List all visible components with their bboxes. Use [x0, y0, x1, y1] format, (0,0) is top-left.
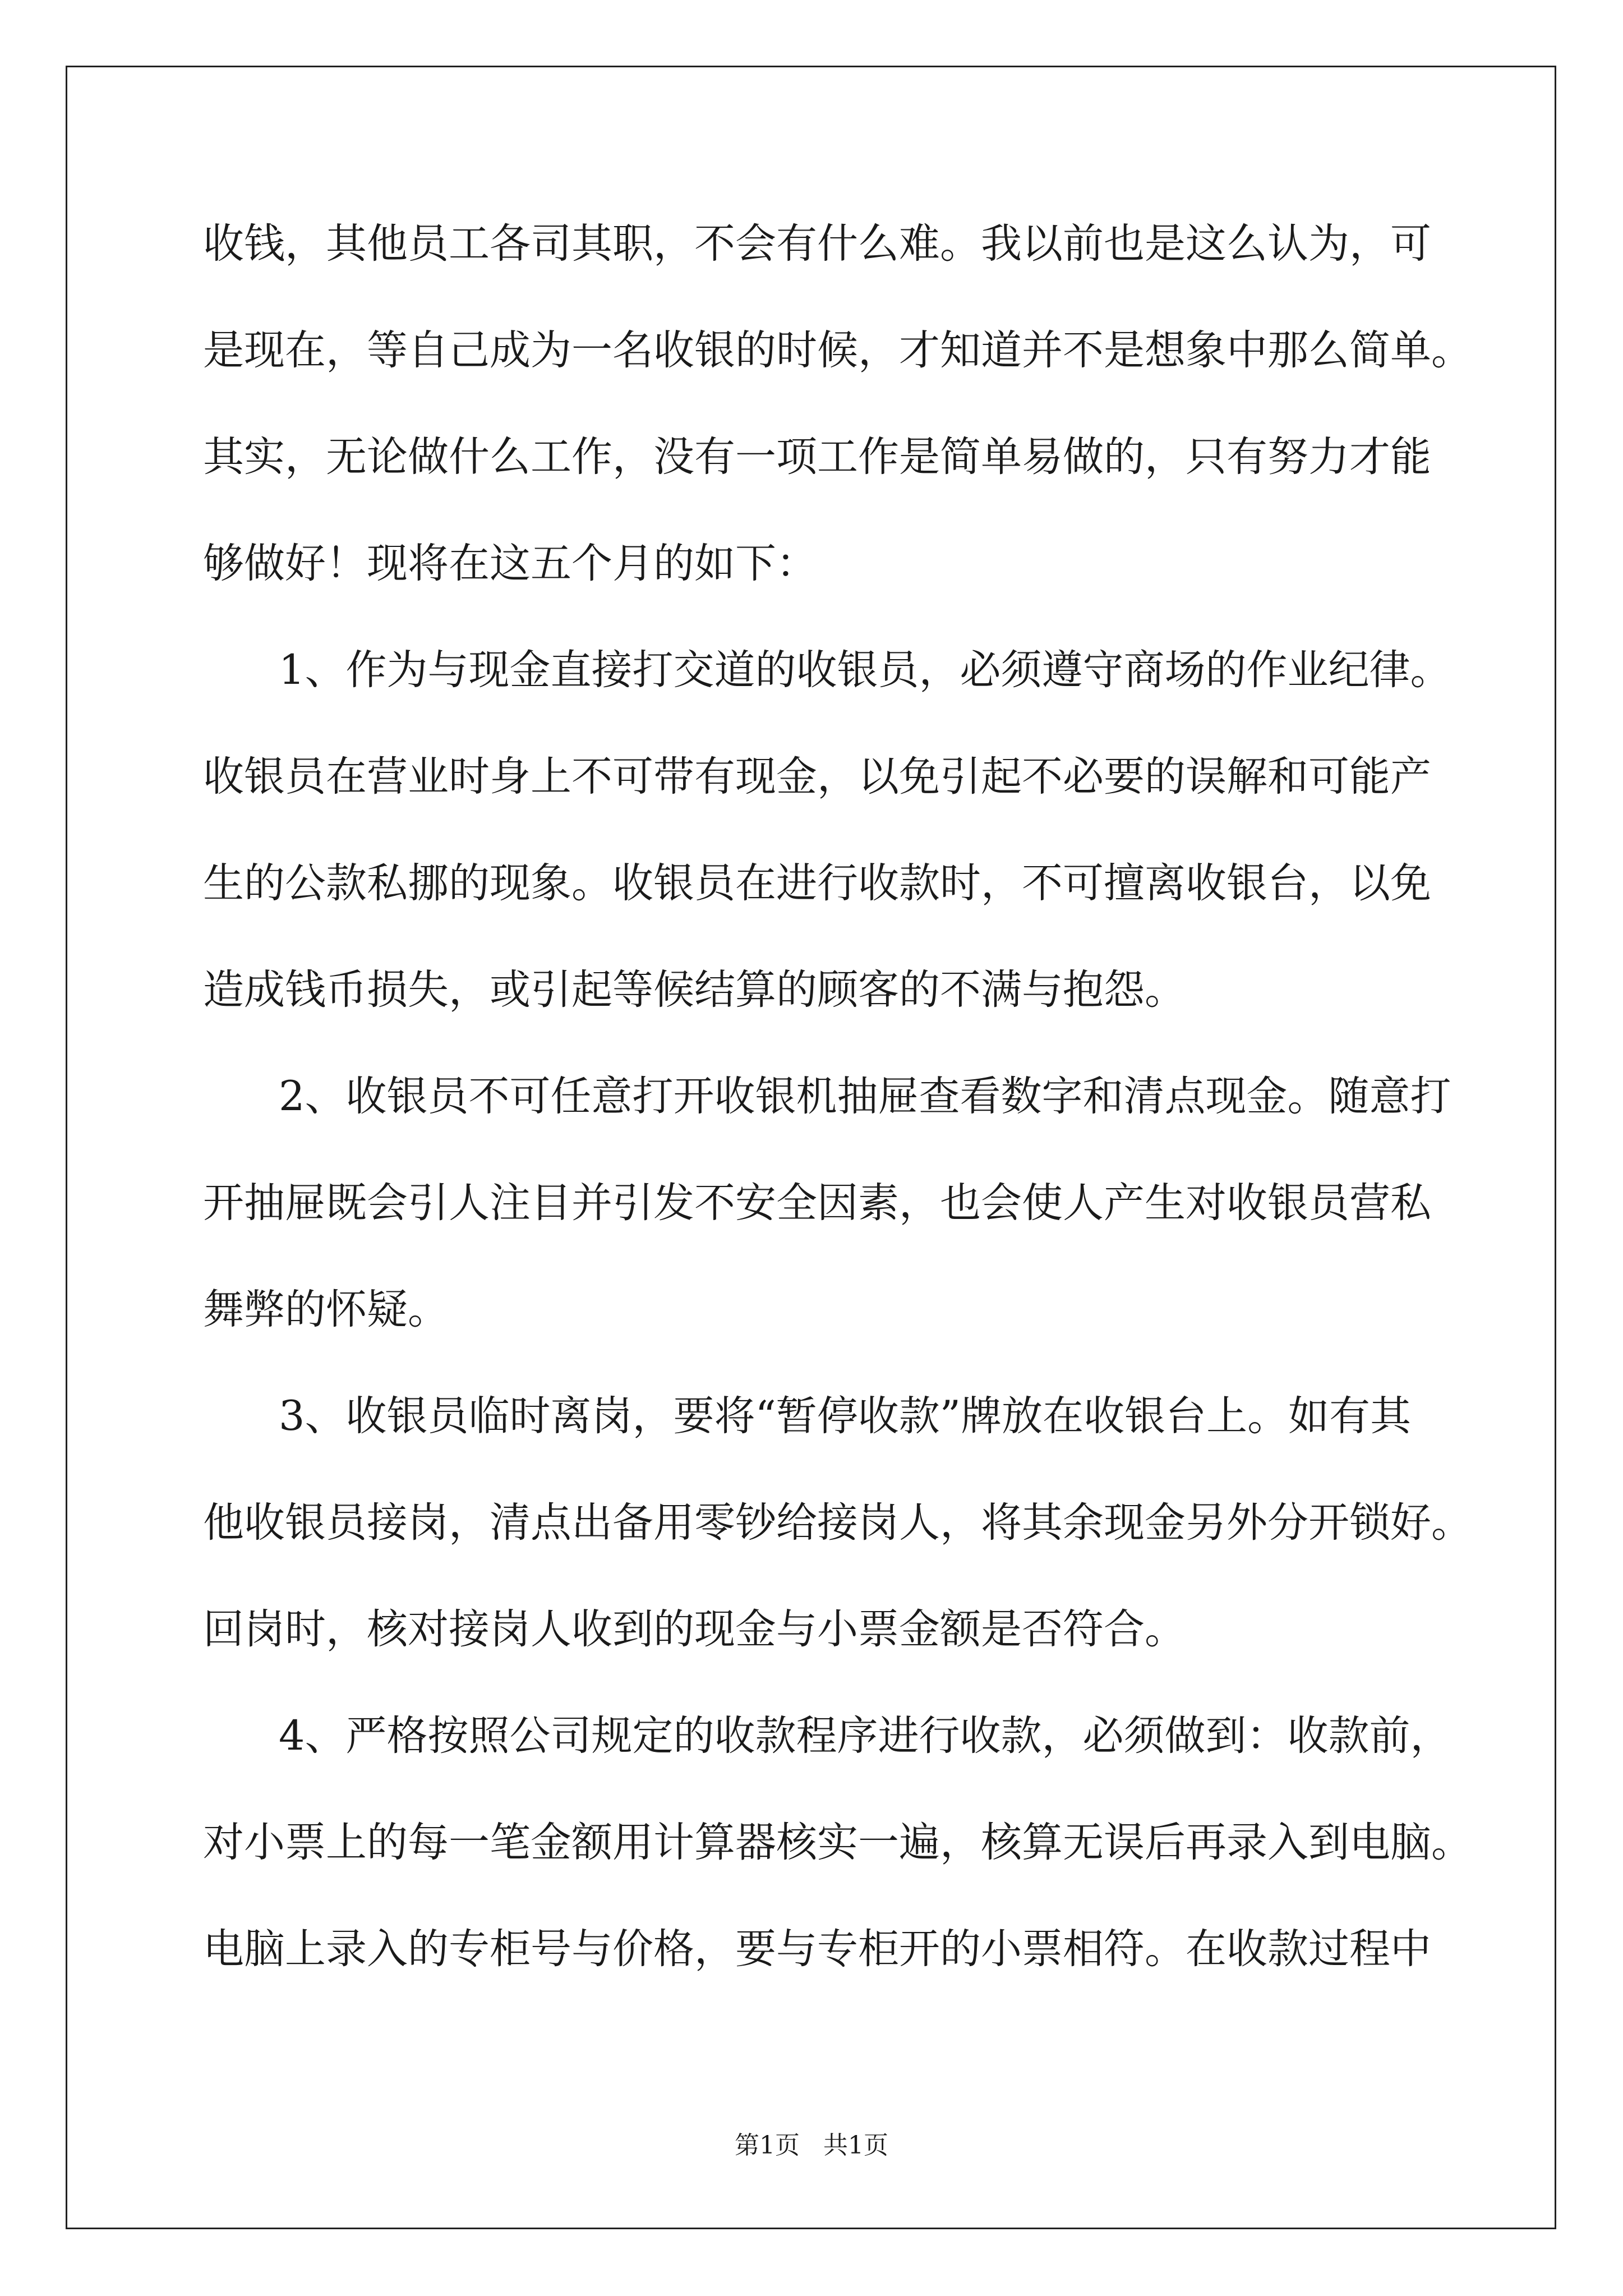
text-line-13: 他收银员接岗，清点出备用零钞给接岗人，将其余现金另外分开锁好。	[203, 1499, 1472, 1547]
paragraph-3-start: 3、收银员临时离岗，要将“暂停收款”牌放在收银台上。如有其	[279, 1392, 1412, 1440]
text-line-7: 生的公款私挪的现象。收银员在进行收款时，不可擅离收银台，以免	[203, 859, 1431, 907]
text-line-17: 电脑上录入的专柜号与价格，要与专柜开的小票相符。在收款过程中	[203, 1925, 1431, 1973]
page-border	[66, 66, 1556, 2229]
paragraph-4-start: 4、严格按照公司规定的收款程序进行收款，必须做到：收款前，	[279, 1712, 1451, 1760]
text-line-4: 够做好！现将在这五个月的如下：	[203, 540, 817, 587]
text-line-3: 其实，无论做什么工作，没有一项工作是简单易做的，只有努力才能	[203, 433, 1431, 481]
page-number-footer: 第1页 共1页	[735, 2131, 888, 2160]
text-line-14: 回岗时，核对接岗人收到的现金与小票金额是否符合。	[203, 1605, 1186, 1653]
text-line-1: 收钱，其他员工各司其职，不会有什么难。我以前也是这么认为，可	[203, 220, 1431, 268]
text-line-6: 收银员在营业时身上不可带有现金，以免引起不必要的误解和可能产	[203, 753, 1431, 800]
text-line-2: 是现在，等自己成为一名收银的时候，才知道并不是想象中那么简单。	[203, 326, 1472, 374]
text-line-16: 对小票上的每一笔金额用计算器核实一遍，核算无误后再录入到电脑。	[203, 1819, 1472, 1866]
paragraph-1-start: 1、作为与现金直接打交道的收银员，必须遵守商场的作业纪律。	[279, 646, 1451, 694]
text-line-10: 开抽屉既会引人注目并引发不安全因素，也会使人产生对收银员营私	[203, 1179, 1431, 1227]
text-line-8: 造成钱币损失，或引起等候结算的顾客的不满与抱怨。	[203, 966, 1186, 1014]
text-line-11: 舞弊的怀疑。	[203, 1286, 449, 1333]
paragraph-2-start: 2、收银员不可任意打开收银机抽屉查看数字和清点现金。随意打	[279, 1073, 1451, 1120]
